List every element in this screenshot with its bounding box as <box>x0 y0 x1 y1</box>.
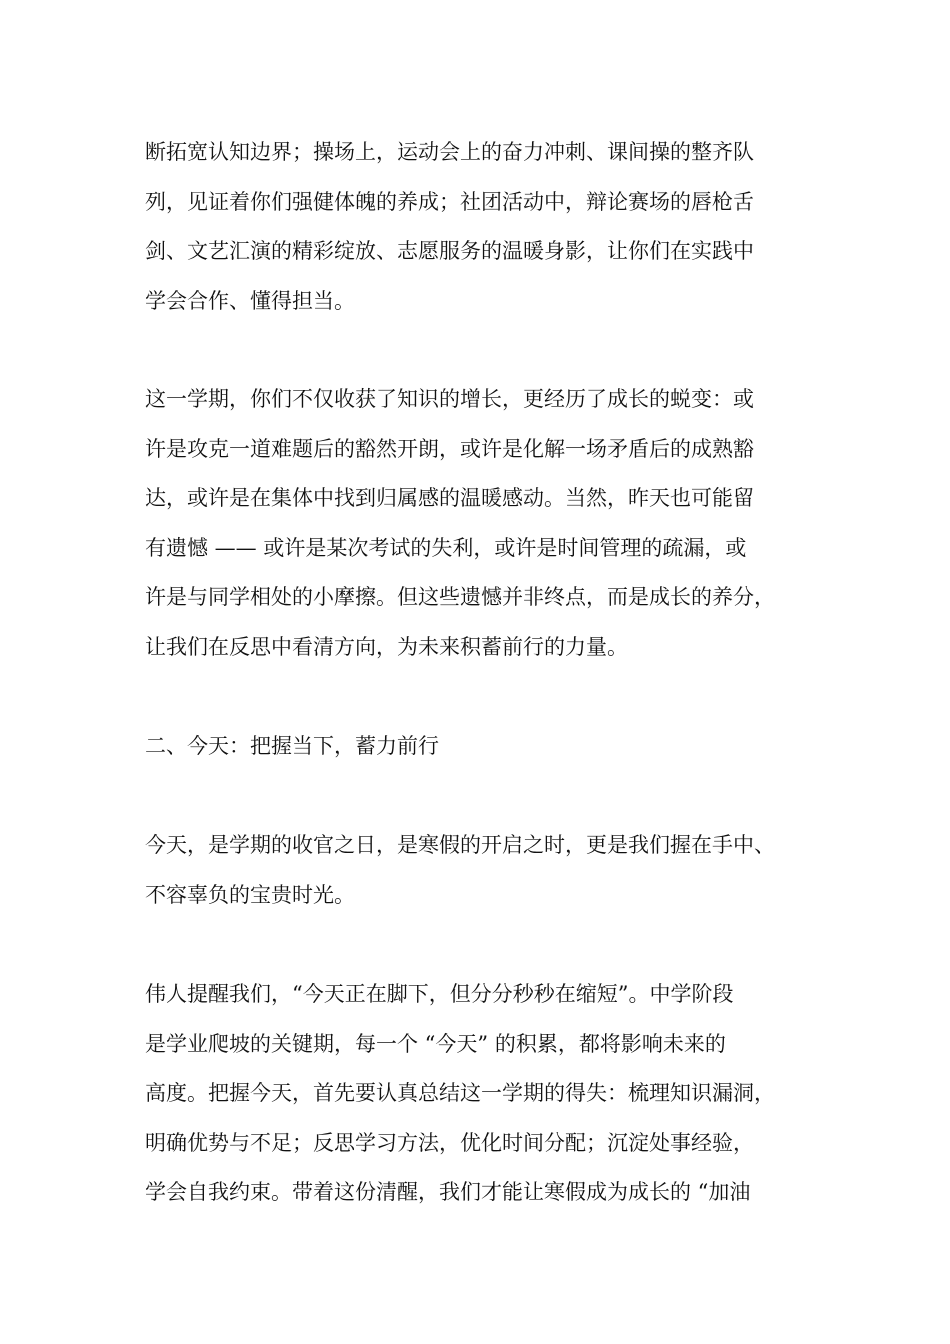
text-line: 达，或许是在集体中找到归属感的温暖感动。当然，昨天也可能留 <box>145 486 754 510</box>
text-line: 断拓宽认知边界；操场上，运动会上的奋力冲刺、课间操的整齐队 <box>145 140 754 164</box>
text-line: 不容辜负的宝贵时光。 <box>145 882 355 907</box>
text-line: 列，见证着你们强健体魄的养成；社团活动中，辩论赛场的唇枪舌 <box>145 189 754 214</box>
paragraph-1 <box>145 128 815 326</box>
text-line: 是学业爬坡的关键期，每一个 “今天” 的积累，都将影响未来的 <box>145 1031 726 1056</box>
text-line: 明确优势与不足；反思学习方法，优化时间分配；沉淀处事经验， <box>145 1130 754 1155</box>
text-line: 学会合作、懂得担当。 <box>145 288 355 313</box>
text-line: 许是与同学相处的小摩擦。但这些遗憾并非终点，而是成长的养分， <box>145 585 775 609</box>
paragraph-3 <box>145 821 815 920</box>
text-line: 学会自我约束。带着这份清醒，我们才能让寒假成为成长的 “加油 <box>145 1180 751 1204</box>
text-line: 许是攻克一道难题后的豁然开朗，或许是化解一场矛盾后的成熟豁 <box>145 436 754 461</box>
paragraph-4 <box>145 970 815 1218</box>
heading-line: 二、今天：把握当下，蓄力前行 <box>145 734 439 758</box>
text-line: 有遗憾 —— 或许是某次考试的失利，或许是时间管理的疏漏，或 <box>145 535 747 560</box>
text-line: 剑、文艺汇演的精彩绽放、志愿服务的温暖身影，让你们在实践中 <box>145 239 754 263</box>
text-line: 让我们在反思中看清方向，为未来积蓄前行的力量。 <box>145 634 628 659</box>
section-heading <box>145 722 815 772</box>
paragraph-2 <box>145 375 815 672</box>
text-line: 伟人提醒我们，“今天正在脚下，但分分秒秒在缩短”。中学阶段 <box>145 982 734 1006</box>
text-line: 这一学期，你们不仅收获了知识的增长，更经历了成长的蜕变：或 <box>145 387 754 411</box>
text-line: 今天，是学期的收官之日，是寒假的开启之时，更是我们握在手中、 <box>145 833 775 857</box>
text-line: 高度。把握今天，首先要认真总结这一学期的得失：梳理知识漏洞， <box>145 1081 775 1105</box>
